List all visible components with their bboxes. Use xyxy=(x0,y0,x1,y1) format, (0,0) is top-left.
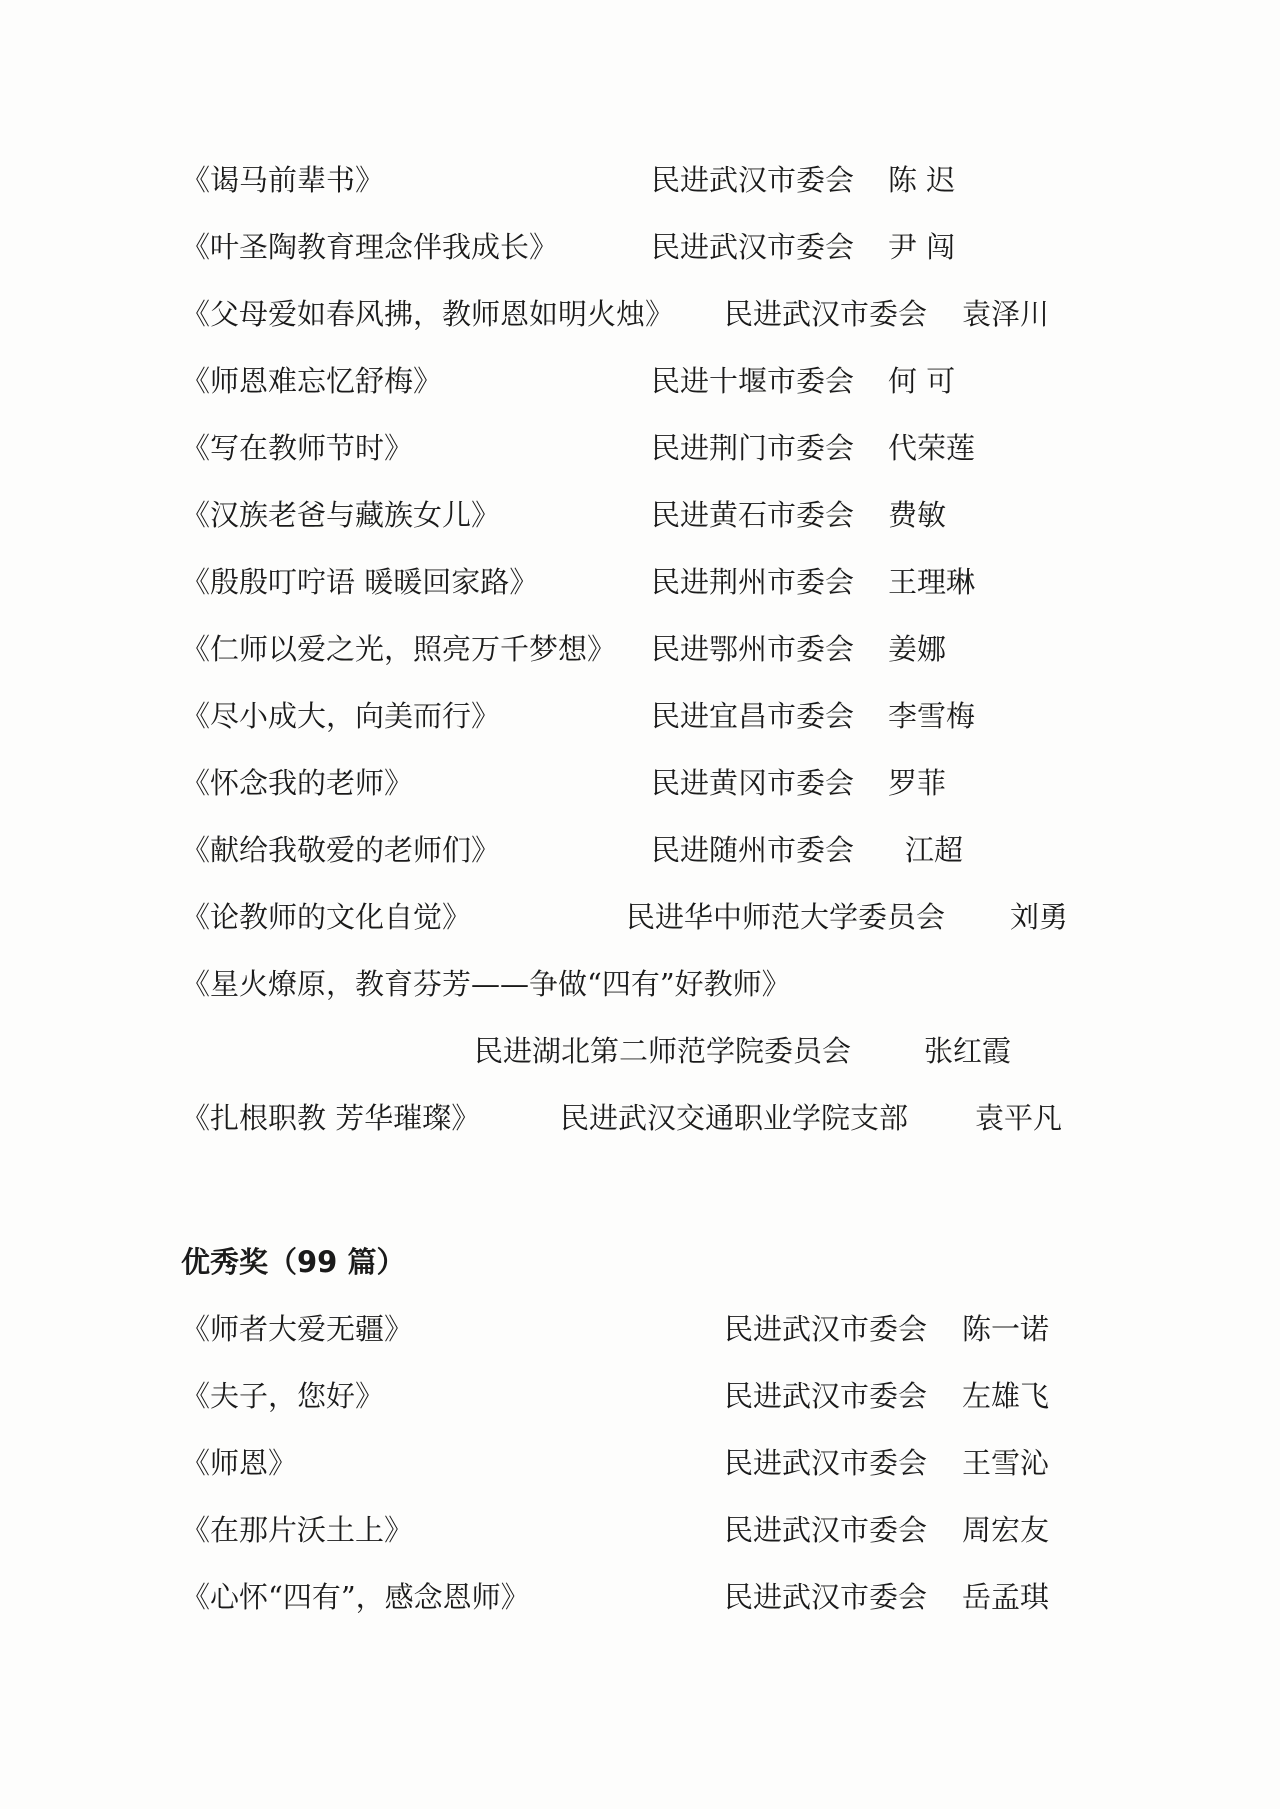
award-entry xyxy=(0,225,1280,269)
section-heading: 优秀奖（99 篇） xyxy=(181,1245,406,1279)
entry-organization: 民进武汉市委会 xyxy=(724,297,928,331)
entry-author: 袁泽川 xyxy=(962,297,1050,331)
entry-organization: 民进湖北第二师范学院委员会 xyxy=(474,1034,852,1068)
entry-title: 《师者大爱无疆》 xyxy=(181,1312,414,1346)
entry-organization: 民进黄石市委会 xyxy=(651,498,855,532)
entry-title: 《夫子，您好》 xyxy=(181,1379,385,1413)
entry-author: 王雪沁 xyxy=(962,1446,1050,1480)
entry-title: 《仁师以爱之光，照亮万千梦想》 xyxy=(181,632,617,666)
entry-organization: 民进武汉市委会 xyxy=(724,1379,928,1413)
entry-organization: 民进随州市委会 xyxy=(651,833,855,867)
award-entry xyxy=(0,962,1280,1006)
entry-author: 李雪梅 xyxy=(888,699,976,733)
entry-title: 《汉族老爸与藏族女儿》 xyxy=(181,498,501,532)
entry-title: 《谒马前辈书》 xyxy=(181,163,385,197)
entry-organization: 民进武汉市委会 xyxy=(724,1513,928,1547)
award-entry xyxy=(0,1096,1280,1140)
entry-title: 《在那片沃土上》 xyxy=(181,1513,414,1547)
award-entry xyxy=(0,627,1280,671)
entry-organization: 民进武汉市委会 xyxy=(724,1446,928,1480)
entry-author: 左雄飞 xyxy=(962,1379,1050,1413)
award-entry xyxy=(0,1575,1280,1619)
award-entry xyxy=(0,1374,1280,1418)
entry-organization: 民进宜昌市委会 xyxy=(651,699,855,733)
entry-title: 《写在教师节时》 xyxy=(181,431,414,465)
entry-organization: 民进鄂州市委会 xyxy=(651,632,855,666)
entry-author: 袁平凡 xyxy=(975,1101,1063,1135)
entry-author: 张红霞 xyxy=(924,1034,1012,1068)
entry-organization: 民进武汉市委会 xyxy=(651,230,855,264)
award-entry xyxy=(0,1508,1280,1552)
entry-organization: 民进武汉交通职业学院支部 xyxy=(560,1101,909,1135)
entry-organization: 民进武汉市委会 xyxy=(724,1580,928,1614)
entry-author: 姜娜 xyxy=(888,632,947,666)
entry-title: 《怀念我的老师》 xyxy=(181,766,414,800)
entry-author: 王理琳 xyxy=(888,565,976,599)
entry-title: 《星火燎原，教育芬芳——争做“四有”好教师》 xyxy=(181,967,791,1001)
award-entry xyxy=(0,493,1280,537)
entry-author: 费敏 xyxy=(888,498,947,532)
entry-author: 周宏友 xyxy=(962,1513,1050,1547)
award-entry xyxy=(0,1307,1280,1351)
award-entry xyxy=(0,359,1280,403)
award-entry xyxy=(0,158,1280,202)
entry-author: 尹 闯 xyxy=(888,230,956,264)
entry-organization: 民进武汉市委会 xyxy=(651,163,855,197)
entry-author: 罗菲 xyxy=(888,766,947,800)
entry-title: 《殷殷叮咛语 暖暖回家路》 xyxy=(181,565,539,599)
entry-author: 代荣莲 xyxy=(888,431,976,465)
entry-title: 《尽小成大，向美而行》 xyxy=(181,699,501,733)
entry-title: 《扎根职教 芳华璀璨》 xyxy=(181,1101,481,1135)
entry-organization: 民进荆州市委会 xyxy=(651,565,855,599)
entry-organization: 民进十堰市委会 xyxy=(651,364,855,398)
award-entry xyxy=(0,292,1280,336)
entry-author: 江超 xyxy=(905,833,964,867)
entry-author: 何 可 xyxy=(888,364,956,398)
entry-title: 《父母爱如春风拂，教师恩如明火烛》 xyxy=(181,297,675,331)
entry-author: 陈一诺 xyxy=(962,1312,1050,1346)
entry-title: 《献给我敬爱的老师们》 xyxy=(181,833,501,867)
award-entry-continuation xyxy=(0,1029,1280,1073)
award-entry xyxy=(0,560,1280,604)
award-entry xyxy=(0,426,1280,470)
award-entry xyxy=(0,828,1280,872)
entry-title: 《心怀“四有”，感念恩师》 xyxy=(181,1580,530,1614)
entry-organization: 民进黄冈市委会 xyxy=(651,766,855,800)
award-entry xyxy=(0,895,1280,939)
entry-organization: 民进武汉市委会 xyxy=(724,1312,928,1346)
entry-organization: 民进荆门市委会 xyxy=(651,431,855,465)
entry-title: 《论教师的文化自觉》 xyxy=(181,900,472,934)
award-entry xyxy=(0,1441,1280,1485)
entry-author: 陈 迟 xyxy=(888,163,956,197)
entry-author: 岳孟琪 xyxy=(962,1580,1050,1614)
entry-title: 《师恩难忘忆舒梅》 xyxy=(181,364,443,398)
award-entry xyxy=(0,761,1280,805)
entry-title: 《师恩》 xyxy=(181,1446,298,1480)
entry-organization: 民进华中师范大学委员会 xyxy=(626,900,946,934)
entry-author: 刘勇 xyxy=(1010,900,1069,934)
award-entry xyxy=(0,694,1280,738)
entry-title: 《叶圣陶教育理念伴我成长》 xyxy=(181,230,559,264)
